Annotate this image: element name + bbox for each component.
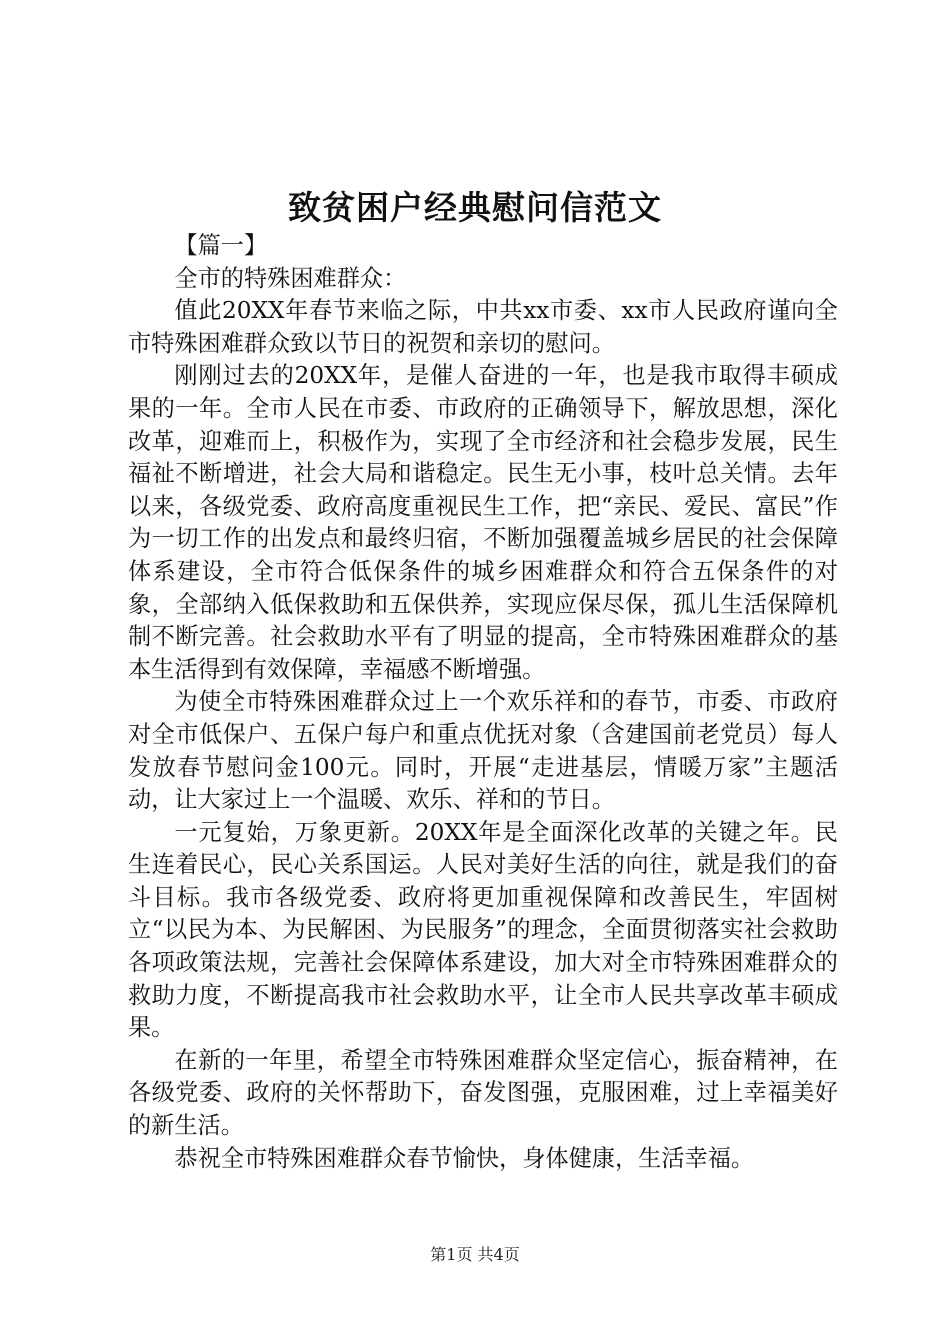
paragraph-1: 值此20XX年春节来临之际，中共xx市委、xx市人民政府谨向全市特殊困难群众致以节日的祝贺和亲切的慰问。 <box>128 297 838 357</box>
paragraph-6: 恭祝全市特殊困难群众春节愉快，身体健康，生活幸福。 <box>174 1144 755 1172</box>
section-heading: 【篇一】 <box>174 232 268 259</box>
document-body <box>128 230 838 1175</box>
salutation: 全市的特殊困难群众： <box>174 264 407 292</box>
paragraph-2: 刚刚过去的20XX年，是催人奋进的一年，也是我市取得丰硕成果的一年。全市人民在市委、市政府的正确领导下，解放思想，深化改革，迎难而上，积极作为，实现了全市经济和社会稳步发展，民生福祉不断增进，社会大局和谐稳定。民生无小事，枝叶总关情。去年以来，各级党委、政府高度重视民生工作，把“亲民、爱民、富民”作为一切工作的出发点和最终归宿，不断加强覆盖城乡居民的社会保障体系建设，全市符合低保条件的城乡困难群众和符合五保条件的对象，全部纳入低保救助和五保供养，实现应保尽保，孤儿生活保障机制不断完善。社会救助水平有了明显的提高，全市特殊困难群众的基本生活得到有效保障，幸福感不断增强。 <box>128 362 838 683</box>
paragraph-5: 在新的一年里，希望全市特殊困难群众坚定信心，振奋精神，在各级党委、政府的关怀帮助下，奋发图强，克服困难，过上幸福美好的新生活。 <box>128 1046 838 1140</box>
paragraph-3: 为使全市特殊困难群众过上一个欢乐祥和的春节，市委、市政府对全市低保户、五保户每户和重点优抚对象（含建国前老党员）每人发放春节慰问金100元。同时，开展“走进基层，情暖万家”主题活动，让大家过上一个温暖、欢乐、祥和的节日。 <box>128 688 838 814</box>
page-number-footer: 第1页 共4页 <box>430 1245 520 1264</box>
paragraph-4: 一元复始，万象更新。20XX年是全面深化改革的关键之年。民生连着民心，民心关系国运。人民对美好生活的向往，就是我们的奋斗目标。我市各级党委、政府将更加重视保障和改善民生，牢固树立“以民为本、为民解困、为民服务”的理念，全面贯彻落实社会救助各项政策法规，完善社会保障体系建设，加大对全市特殊困难群众的救助力度，不断提高我市社会救助水平，让全市人民共享改革丰硕成果。 <box>128 818 838 1042</box>
document-title: 致贫困户经典慰问信范文 <box>288 188 662 227</box>
